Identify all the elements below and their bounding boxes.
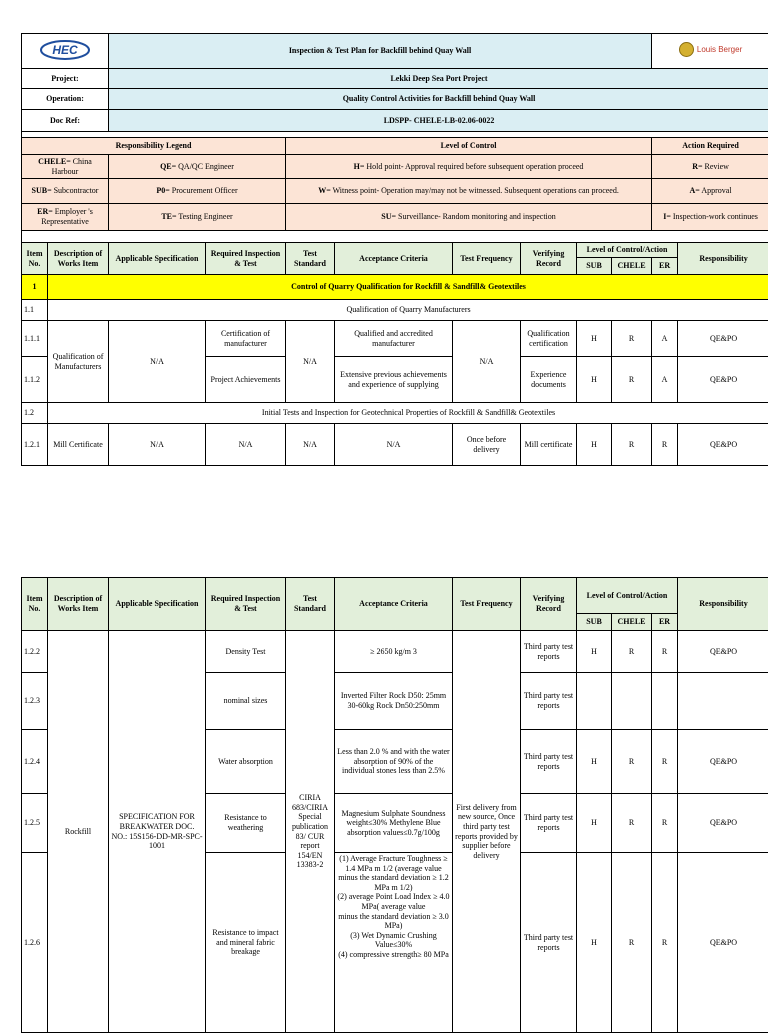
col-level-of-control: Level of Control/Action	[577, 243, 678, 258]
action-required-header: Action Required	[652, 138, 768, 155]
col-responsibility: Responsibility	[678, 578, 768, 631]
project-value: Lekki Deep Sea Port Project	[109, 69, 768, 89]
louis-berger-globe-icon	[679, 42, 694, 57]
col-chele: CHELE	[612, 614, 652, 631]
col-acceptance-criteria: Acceptance Criteria	[335, 243, 453, 275]
docref-value: LDSPP- CHELE-LB-02.06-0022	[109, 110, 768, 132]
louis-berger-logo-cell	[652, 34, 768, 69]
col-required-inspection: Required Inspection & Test	[206, 578, 286, 631]
col-acceptance-criteria: Acceptance Criteria	[335, 578, 453, 631]
col-test-standard: Test Standard	[286, 243, 335, 275]
col-er: ER	[652, 614, 678, 631]
rockfill-specification: SPECIFICATION FOR BREAKWATER DOC. NO.: 15S156-DD-MR-SPC-1001	[109, 631, 206, 1033]
responsibility-legend-header: Responsibility Legend	[22, 138, 286, 155]
operation-label: Operation:	[22, 89, 109, 110]
project-label: Project:	[22, 69, 109, 89]
subsection-row: 1.2 Initial Tests and Inspection for Geotechnical Properties of Rockfill & Sandfill& Geotextiles	[22, 403, 768, 424]
col-description: Description of Works Item	[48, 243, 109, 275]
col-test-standard: Test Standard	[286, 578, 335, 631]
col-item-no: Item No.	[22, 578, 48, 631]
table-row: 1.1.2 Project Achievements Extensive previous achievements and experience of supplying Experience documents H R A QE&PO	[22, 357, 768, 403]
table-row: 1.2.5 Resistance to weathering Magnesium Sulphate Soundness weight≤30% Methylene Blue absorption values≤0.7g/100g Third party test reports H R R QE&PO	[22, 794, 768, 853]
itp-table-2	[21, 577, 768, 1033]
itp-table-1	[21, 33, 768, 466]
docref-label: Doc Ref:	[22, 110, 109, 132]
legend-row: ER= Employer 's Representative TE= Testing Engineer SU= Surveillance- Random monitoring and inspection I= Inspection-work continues	[22, 204, 768, 231]
legend-row: SUB= Subcontractor P0= Procurement Officer W= Witness point- Operation may/may not be witnessed. Subsequent operations can proceed. A= Approval	[22, 179, 768, 204]
col-level-of-control: Level of Control/Action	[577, 578, 678, 614]
table-row: 1.2.3 nominal sizes Inverted Filter Rock D50: 25mm 30-60kg Rock Dn50:250mm Third party test reports	[22, 673, 768, 730]
col-test-frequency: Test Frequency	[453, 243, 521, 275]
rockfill-description: Rockfill	[48, 631, 109, 1033]
operation-value: Quality Control Activities for Backfill behind Quay Wall	[109, 89, 768, 110]
document-title: Inspection & Test Plan for Backfill behind Quay Wall	[109, 34, 652, 69]
hec-logo-icon	[39, 39, 91, 61]
col-specification: Applicable Specification	[109, 243, 206, 275]
table-row: 1.2.4 Water absorption Less than 2.0 % and with the water absorption of 90% of the individual stones less than 2.5% Third party test reports H R R QE&PO	[22, 730, 768, 794]
col-sub: SUB	[577, 258, 612, 275]
level-of-control-header: Level of Control	[286, 138, 652, 155]
col-description: Description of Works Item	[48, 578, 109, 631]
col-verifying-record: Verifying Record	[521, 578, 577, 631]
table-row: 1.2.2 Rockfill SPECIFICATION FOR BREAKWATER DOC. NO.: 15S156-DD-MR-SPC-1001 Density Test CIRIA 683/CIRIA Special publication 83/ CUR report 154/EN 13383-2 ≥ 2650 kg/m 3 First delivery from new source, Once third party test reports provided by supplier before delivery Third party test reports H R R QE&PO	[22, 631, 768, 673]
col-verifying-record: Verifying Record	[521, 243, 577, 275]
rockfill-frequency: First delivery from new source, Once third party test reports provided by supplier before delivery	[453, 631, 521, 1033]
col-er: ER	[652, 258, 678, 275]
col-required-inspection: Required Inspection & Test	[206, 243, 286, 275]
col-test-frequency: Test Frequency	[453, 578, 521, 631]
col-responsibility: Responsibility	[678, 243, 768, 275]
col-specification: Applicable Specification	[109, 578, 206, 631]
louis-berger-logo: Louis Berger	[679, 42, 742, 57]
legend-row: CHELE= China Harbour QE= QA/QC Engineer H= Hold point- Approval required before subsequent operation proceed R= Review	[22, 155, 768, 179]
subsection-row: 1.1 Qualification of Quarry Manufacturers	[22, 300, 768, 321]
col-chele: CHELE	[612, 258, 652, 275]
section-row: 1 Control of Quarry Qualification for Rockfill & Sandfill& Geotextiles	[22, 275, 768, 300]
col-item-no: Item No.	[22, 243, 48, 275]
table-row: 1.1.1 Qualification of Manufacturers N/A Certification of manufacturer N/A Qualified and accredited manufacturer N/A Qualification certification H R A QE&PO	[22, 321, 768, 357]
spacer	[22, 231, 768, 243]
hec-logo-cell	[22, 34, 109, 69]
table-row: 1.2.1 Mill Certificate N/A N/A N/A N/A Once before delivery Mill certificate H R R QE&PO	[22, 424, 768, 466]
col-sub: SUB	[577, 614, 612, 631]
rockfill-standard: CIRIA 683/CIRIA Special publication 83/ CUR report 154/EN 13383-2	[286, 631, 335, 1033]
table-row: 1.2.6 Resistance to impact and mineral fabric breakage (1) Average Fracture Toughness ≥ 1.4 MPa m 1/2 (average value minus the standard deviation ≥ 1.2 MPa m 1/2) (2) average Point Load Index ≥ 4.0 MPa( average value minus the standard deviation ≥ 3.0 MPa) (3) Wet Dynamic Crushing Value≤30% (4) compressive strength≥ 80 MPa Third party test reports H R R QE&PO	[22, 853, 768, 1033]
svg-text:HEC: HEC	[52, 43, 78, 57]
